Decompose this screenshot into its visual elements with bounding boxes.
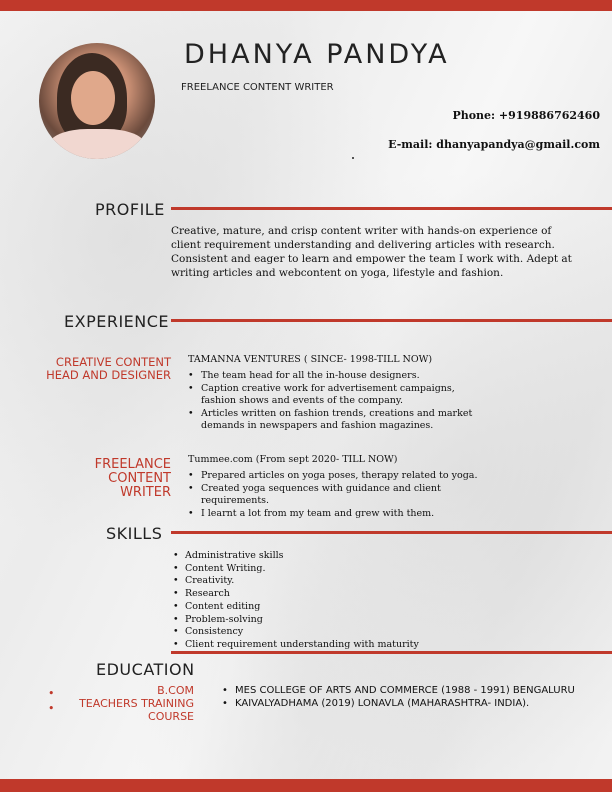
job-2-role-line: CONTENT bbox=[108, 471, 171, 486]
email-contact: E-mail: dhanyapandya@gmail.com bbox=[388, 138, 600, 151]
list-item: • Consistency bbox=[173, 626, 419, 639]
experience-heading: EXPERIENCE bbox=[64, 312, 170, 331]
degree-line: TEACHERS TRAINING bbox=[79, 697, 194, 710]
job-2-role-line: WRITER bbox=[120, 485, 171, 500]
education-heading: EDUCATION bbox=[96, 660, 195, 679]
job-2-company: Tummee.com (From sept 2020- TILL NOW) bbox=[188, 454, 398, 465]
list-item: • Administrative skills bbox=[173, 550, 419, 563]
list-item: • KAIVALYADHAMA (2019) LONAVLA (MAHARASHTRA- INDIA). bbox=[222, 697, 575, 710]
list-item: • Problem-solving bbox=[173, 614, 419, 627]
job-1-bullets bbox=[188, 370, 488, 433]
bottom-accent-bar bbox=[0, 779, 612, 792]
job-title: FREELANCE CONTENT WRITER bbox=[181, 82, 334, 93]
list-item: • Prepared articles on yoga poses, therapy related to yoga. bbox=[188, 470, 488, 483]
list-item: • Caption creative work for advertisement campaigns, fashion shows and events of the company. bbox=[188, 383, 488, 408]
decorative-dot bbox=[352, 157, 354, 159]
list-item: • I learnt a lot from my team and grew with them. bbox=[188, 508, 488, 521]
profile-text: Creative, mature, and crisp content writer with hands-on experience of client requirement understanding and delivering articles with research. Consistent and eager to learn and empower the team I work with. Adept at writing articles and webcontent on yoga, lifestyle and fashion. bbox=[171, 225, 572, 279]
job-1-role-line: HEAD AND DESIGNER bbox=[46, 368, 171, 382]
profile-heading: PROFILE bbox=[95, 200, 165, 219]
degree-line: COURSE bbox=[148, 710, 194, 723]
list-item: • Research bbox=[173, 588, 419, 601]
list-item: • The team head for all the in-house designers. bbox=[188, 370, 488, 383]
list-item: • Articles written on fashion trends, creations and market demands in newspapers and fashion magazines. bbox=[188, 408, 488, 433]
education-institutions bbox=[222, 684, 575, 710]
experience-divider bbox=[171, 319, 612, 322]
list-item: • MES COLLEGE OF ARTS AND COMMERCE (1988 - 1991) BENGALURU bbox=[222, 684, 575, 697]
name-heading: DHANYA PANDYA bbox=[184, 39, 450, 70]
degree-line: B.COM bbox=[157, 684, 194, 697]
job-2-bullets bbox=[188, 470, 488, 520]
education-degrees bbox=[79, 684, 194, 723]
job-2-role-line: FREELANCE bbox=[94, 457, 171, 472]
list-item: • Content Writing. bbox=[173, 563, 419, 576]
list-item: • Content editing bbox=[173, 601, 419, 614]
job-2-role bbox=[95, 458, 171, 500]
skills-divider bbox=[171, 531, 612, 534]
job-1-role-line: CREATIVE CONTENT bbox=[55, 355, 171, 369]
list-item: • Client requirement understanding with maturity bbox=[173, 639, 419, 652]
list-item: • Created yoga sequences with guidance and client requirements. bbox=[188, 483, 488, 508]
list-item: • Creativity. bbox=[173, 575, 419, 588]
phone-contact: Phone: +919886762460 bbox=[452, 109, 600, 122]
skills-list bbox=[173, 550, 419, 652]
profile-divider bbox=[171, 207, 612, 210]
education-bullets: • • bbox=[48, 687, 55, 715]
skills-bottom-divider bbox=[171, 651, 612, 654]
skills-heading: SKILLS bbox=[106, 524, 163, 543]
job-1-company: TAMANNA VENTURES ( SINCE- 1998-TILL NOW) bbox=[188, 354, 433, 365]
job-1-role bbox=[46, 356, 171, 382]
avatar bbox=[39, 43, 155, 159]
top-accent-bar bbox=[0, 0, 612, 11]
